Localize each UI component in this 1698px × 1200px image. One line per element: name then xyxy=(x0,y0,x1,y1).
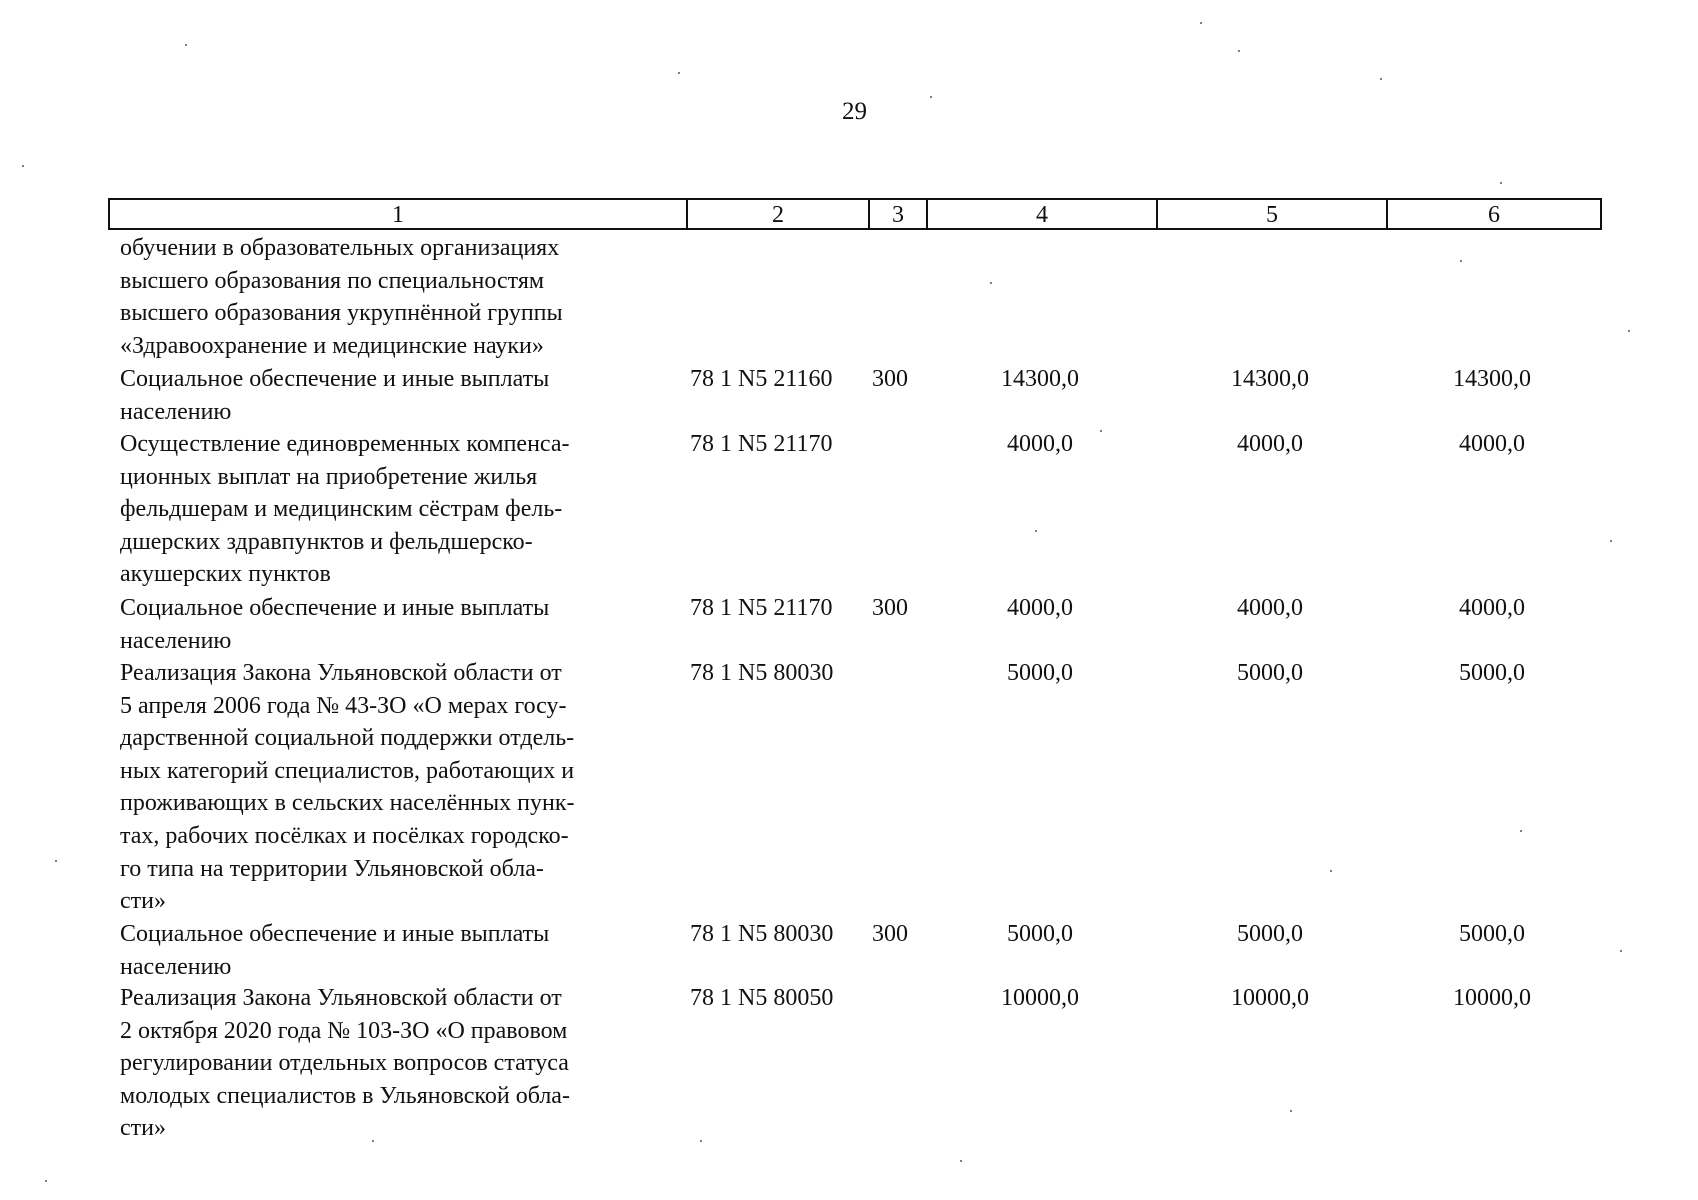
row-value-col5: 4000,0 xyxy=(1237,431,1303,457)
header-col-4: 4 xyxy=(926,200,1156,228)
row-value-col6: 10000,0 xyxy=(1453,985,1531,1011)
row-name: Осуществление единовременных компенса- ционных выплат на приобретение жилья фельдшерам и медицинским сёстрам фель- дшерских здравпунктов и фельдшерско- акушерских пунктов xyxy=(120,431,570,588)
row-code: 78 1 N5 80050 xyxy=(690,985,834,1011)
row-value-col4: 4000,0 xyxy=(1007,595,1073,621)
row-value-col4: 14300,0 xyxy=(1001,366,1079,392)
row-name: Социальное обеспечение и иные выплаты населению xyxy=(120,366,550,425)
row-value-col5: 10000,0 xyxy=(1231,985,1309,1011)
row-value-col5: 5000,0 xyxy=(1237,660,1303,686)
row-value-col4: 5000,0 xyxy=(1007,660,1073,686)
row-code: 78 1 N5 21170 xyxy=(690,595,833,621)
header-col-1: 1 xyxy=(392,202,404,228)
row-name: Социальное обеспечение и иные выплаты населению xyxy=(120,921,550,980)
row-value-col6: 5000,0 xyxy=(1459,660,1525,686)
row-value-col5: 4000,0 xyxy=(1237,595,1303,621)
row-value-col5: 5000,0 xyxy=(1237,921,1303,947)
row-name: Социальное обеспечение и иные выплаты населению xyxy=(120,595,550,654)
row-name: обучении в образовательных организациях высшего образования по специальностям высшего образования укрупнённой группы «Здравоохранение и медицинские науки» xyxy=(120,235,563,359)
row-value-col5: 14300,0 xyxy=(1231,366,1309,392)
header-col-6: 6 xyxy=(1386,200,1600,228)
row-type: 300 xyxy=(872,921,908,947)
row-code: 78 1 N5 21160 xyxy=(690,366,833,392)
row-value-col6: 5000,0 xyxy=(1459,921,1525,947)
table-header xyxy=(108,198,1602,230)
header-col-5: 5 xyxy=(1156,200,1386,228)
row-value-col6: 4000,0 xyxy=(1459,431,1525,457)
row-name: Реализация Закона Ульяновской области от 2 октября 2020 года № 103-ЗО «О правовом регулировании отдельных вопросов статуса молодых специалистов в Ульяновской обла- сти» xyxy=(120,985,570,1142)
row-code: 78 1 N5 80030 xyxy=(690,660,834,686)
row-value-col4: 4000,0 xyxy=(1007,431,1073,457)
row-value-col6: 4000,0 xyxy=(1459,595,1525,621)
header-col-3: 3 xyxy=(868,200,926,228)
row-value-col4: 10000,0 xyxy=(1001,985,1079,1011)
header-col-2: 2 xyxy=(686,200,868,228)
row-type: 300 xyxy=(872,366,908,392)
row-type: 300 xyxy=(872,595,908,621)
row-value-col4: 5000,0 xyxy=(1007,921,1073,947)
page-number: 29 xyxy=(842,98,867,125)
row-code: 78 1 N5 80030 xyxy=(690,921,834,947)
row-name: Реализация Закона Ульяновской области от 5 апреля 2006 года № 43-ЗО «О мерах госу- дарственной социальной поддержки отдель- ных категорий специалистов, работающих и проживающих в сельских населённых пунк- тах, рабочих посёлках и посёлках городско- го типа на территории Ульяновской обла- сти» xyxy=(120,660,575,915)
row-code: 78 1 N5 21170 xyxy=(690,431,833,457)
row-value-col6: 14300,0 xyxy=(1453,366,1531,392)
